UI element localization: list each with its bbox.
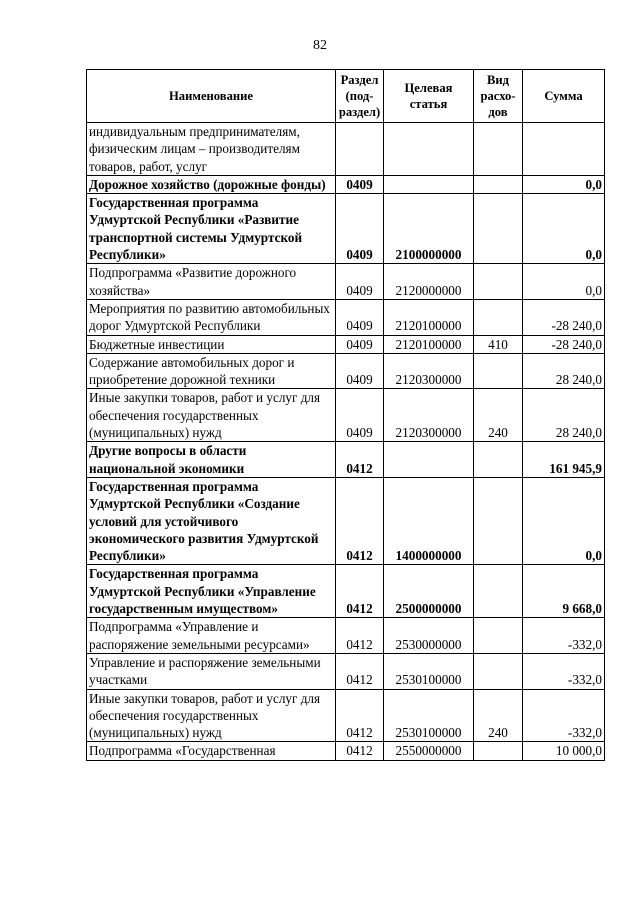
table-header-row [87,70,605,123]
cell-kind [474,653,523,689]
cell-section: 0409 [336,299,384,335]
header-section: Раздел (под-раздел) [336,70,384,123]
cell-target: 2100000000 [384,194,474,264]
cell-kind [474,477,523,564]
cell-section: 0409 [336,264,384,300]
cell-name: Дорожное хозяйство (дорожные фонды) [87,175,336,193]
table-row [87,565,605,618]
cell-name: Иные закупки товаров, работ и услуг для обеспечения государственных (муниципальных) нужд [87,389,336,442]
cell-name: Содержание автомобильных дорог и приобретение дорожной техники [87,353,336,389]
cell-target: 2120000000 [384,264,474,300]
cell-amount: -28 240,0 [523,299,605,335]
cell-kind: 410 [474,335,523,353]
cell-kind [474,618,523,654]
cell-kind [474,175,523,193]
cell-section: 0409 [336,389,384,442]
page-number: 82 [313,38,327,53]
cell-amount: 9 668,0 [523,565,605,618]
cell-target: 2530100000 [384,653,474,689]
cell-amount: 28 240,0 [523,389,605,442]
cell-name: Мероприятия по развитию автомобильных дорог Удмуртской Республики [87,299,336,335]
table-row [87,123,605,176]
cell-amount: -28 240,0 [523,335,605,353]
cell-kind [474,742,523,760]
cell-name: Подпрограмма «Развитие дорожного хозяйства» [87,264,336,300]
cell-target: 2530000000 [384,618,474,654]
cell-name: Государственная программа Удмуртской Республики «Развитие транспортной системы Удмуртской Республики» [87,194,336,264]
cell-target [384,175,474,193]
cell-kind [474,123,523,176]
cell-amount: -332,0 [523,618,605,654]
cell-section: 0409 [336,353,384,389]
cell-name: Государственная программа Удмуртской Республики «Управление государственным имуществом» [87,565,336,618]
cell-kind [474,299,523,335]
cell-target [384,123,474,176]
cell-name: индивидуальным предпринимателям, физическим лицам – производителям товаров, работ, услуг [87,123,336,176]
cell-kind: 240 [474,689,523,742]
table-row [87,194,605,264]
cell-amount: 0,0 [523,194,605,264]
cell-name: Государственная программа Удмуртской Республики «Создание условий для устойчивого экономического развития Удмуртской Республики» [87,477,336,564]
cell-section: 0409 [336,175,384,193]
table-row [87,335,605,353]
cell-name: Другие вопросы в области национальной экономики [87,442,336,478]
cell-section: 0409 [336,335,384,353]
cell-section: 0412 [336,742,384,760]
cell-kind [474,264,523,300]
cell-section: 0412 [336,653,384,689]
cell-target: 2120100000 [384,335,474,353]
table-row [87,175,605,193]
cell-kind [474,353,523,389]
cell-target: 2500000000 [384,565,474,618]
cell-amount: 28 240,0 [523,353,605,389]
cell-target: 2530100000 [384,689,474,742]
cell-amount: 0,0 [523,477,605,564]
cell-name: Управление и распоряжение земельными участками [87,653,336,689]
cell-target: 2120300000 [384,353,474,389]
cell-section: 0412 [336,618,384,654]
cell-section: 0412 [336,477,384,564]
table-body [87,123,605,761]
header-target: Целевая статья [384,70,474,123]
cell-name: Иные закупки товаров, работ и услуг для обеспечения государственных (муниципальных) нужд [87,689,336,742]
table-row [87,689,605,742]
table-row [87,353,605,389]
table-row [87,442,605,478]
cell-name: Подпрограмма «Государственная [87,742,336,760]
table-row [87,389,605,442]
cell-target [384,442,474,478]
cell-kind [474,565,523,618]
cell-kind [474,194,523,264]
table-row [87,477,605,564]
table-row [87,618,605,654]
cell-target: 1400000000 [384,477,474,564]
cell-amount: -332,0 [523,689,605,742]
cell-target: 2120300000 [384,389,474,442]
table-row [87,264,605,300]
table-row [87,653,605,689]
cell-amount [523,123,605,176]
cell-amount: 10 000,0 [523,742,605,760]
cell-amount: 161 945,9 [523,442,605,478]
cell-section: 0409 [336,194,384,264]
cell-target: 2550000000 [384,742,474,760]
header-amount: Сумма [523,70,605,123]
cell-section: 0412 [336,442,384,478]
budget-table [86,69,605,761]
cell-section: 0412 [336,565,384,618]
cell-amount: 0,0 [523,175,605,193]
cell-kind: 240 [474,389,523,442]
cell-section [336,123,384,176]
cell-amount: 0,0 [523,264,605,300]
cell-name: Бюджетные инвестиции [87,335,336,353]
cell-section: 0412 [336,689,384,742]
header-name: Наименование [87,70,336,123]
cell-target: 2120100000 [384,299,474,335]
cell-name: Подпрограмма «Управление и распоряжение земельными ресурсами» [87,618,336,654]
table-row [87,742,605,760]
cell-amount: -332,0 [523,653,605,689]
header-kind: Вид расхо-дов [474,70,523,123]
cell-kind [474,442,523,478]
table-row [87,299,605,335]
